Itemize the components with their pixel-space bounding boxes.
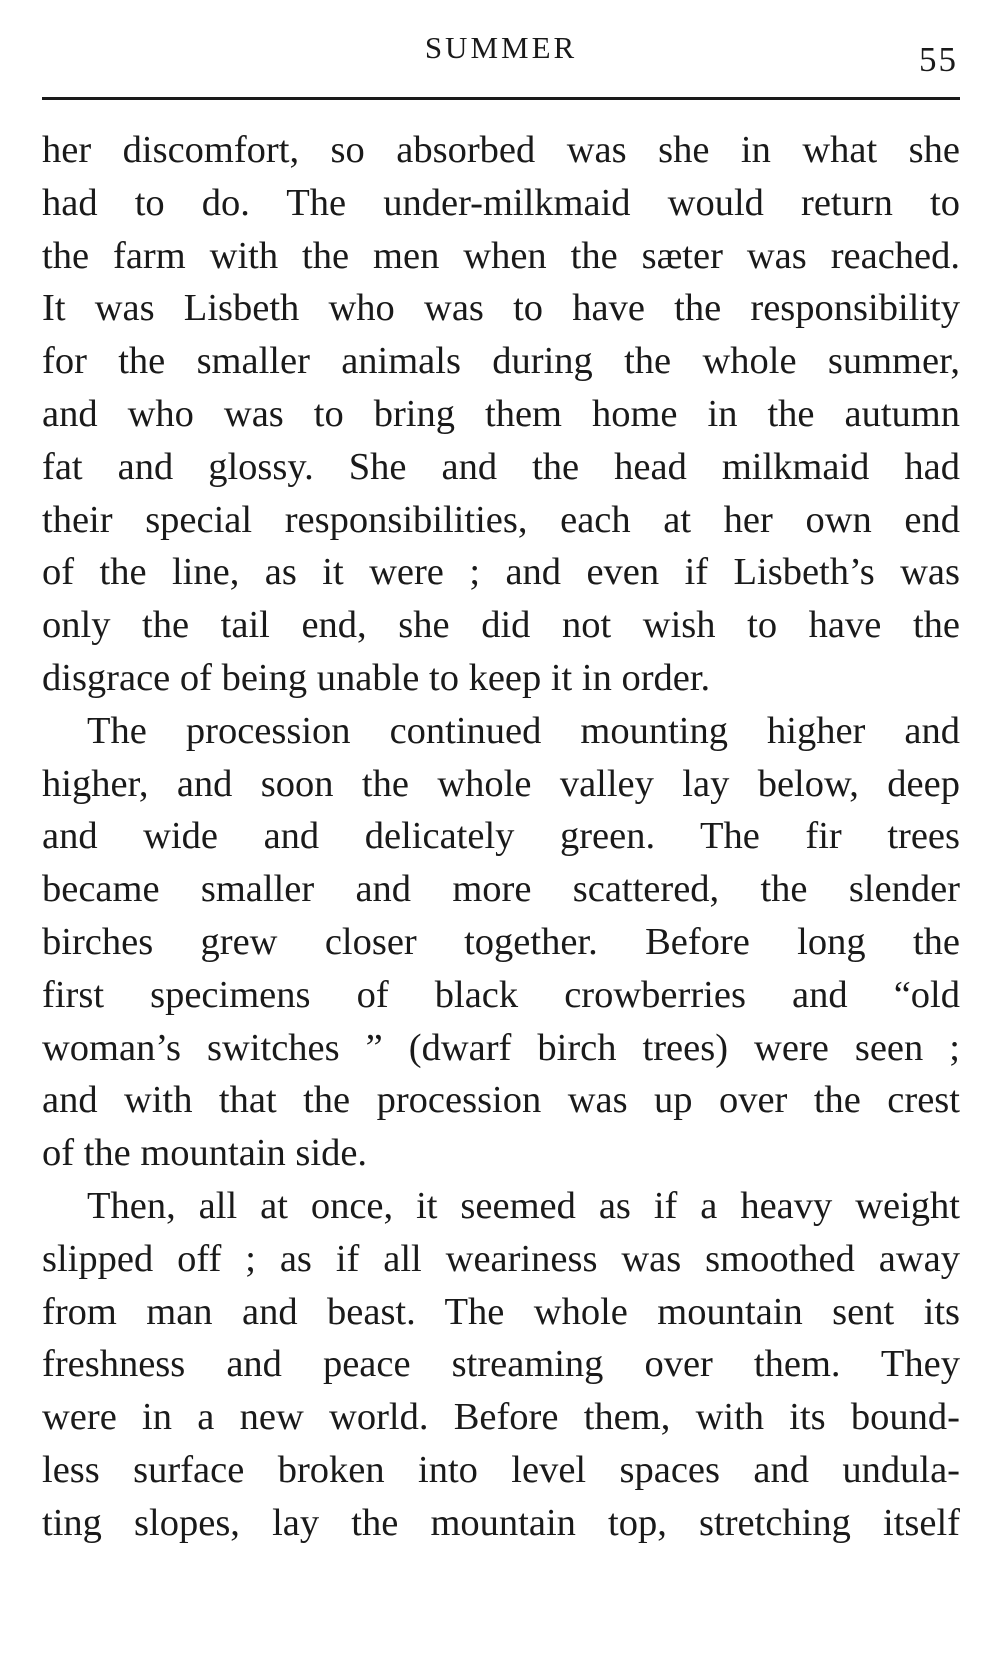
text-line: fat and glossy. She and the head milkmaid had	[42, 445, 960, 488]
text-line: and with that the procession was up over the crest	[42, 1079, 960, 1122]
text-line: Then, all at once, it seemed as if a heavy weight	[87, 1184, 960, 1227]
paragraph-3	[42, 1180, 960, 1550]
running-title: SUMMER	[424, 30, 578, 65]
text-line: from man and beast. The whole mountain sent its	[42, 1290, 960, 1333]
running-header	[42, 0, 960, 100]
text-line: for the smaller animals during the whole summer,	[42, 340, 960, 383]
text-line: only the tail end, she did not wish to have the	[42, 604, 960, 647]
text-line: The procession continued mounting higher and	[87, 709, 960, 752]
text-line: and who was to bring them home in the autumn	[42, 392, 960, 435]
text-line: their special responsibilities, each at her own end	[42, 498, 960, 541]
text-line: woman’s switches ” (dwarf birch trees) were seen ;	[42, 1026, 960, 1069]
text-line: birches grew closer together. Before long the	[42, 920, 960, 963]
text-line: the farm with the men when the sæter was reached.	[42, 234, 960, 277]
text-line: became smaller and more scattered, the slender	[42, 868, 960, 911]
paragraph-1	[42, 124, 960, 705]
text-line: first specimens of black crowberries and “old	[42, 973, 960, 1016]
text-line: freshness and peace streaming over them. They	[42, 1343, 960, 1386]
text-line: of the line, as it were ; and even if Lisbeth’s was	[42, 551, 960, 594]
text-line: less surface broken into level spaces and undula-	[42, 1448, 960, 1491]
text-line: were in a new world. Before them, with its bound-	[42, 1396, 960, 1439]
text-line: had to do. The under-milkmaid would return to	[42, 181, 960, 224]
text-line: It was Lisbeth who was to have the responsibility	[42, 287, 960, 330]
text-line: disgrace of being unable to keep it in order.	[42, 656, 711, 699]
book-page	[42, 0, 960, 1550]
text-line: ting slopes, lay the mountain top, stretching itself	[42, 1501, 960, 1544]
body-text	[42, 124, 960, 1550]
page-number: 55	[919, 40, 958, 79]
text-line: of the mountain side.	[42, 1132, 368, 1175]
text-line: her discomfort, so absorbed was she in what she	[42, 129, 960, 171]
text-line: higher, and soon the whole valley lay below, deep	[42, 762, 960, 805]
text-line: and wide and delicately green. The fir trees	[42, 815, 960, 858]
text-line: slipped off ; as if all weariness was smoothed away	[42, 1237, 960, 1280]
paragraph-2	[42, 705, 960, 1180]
